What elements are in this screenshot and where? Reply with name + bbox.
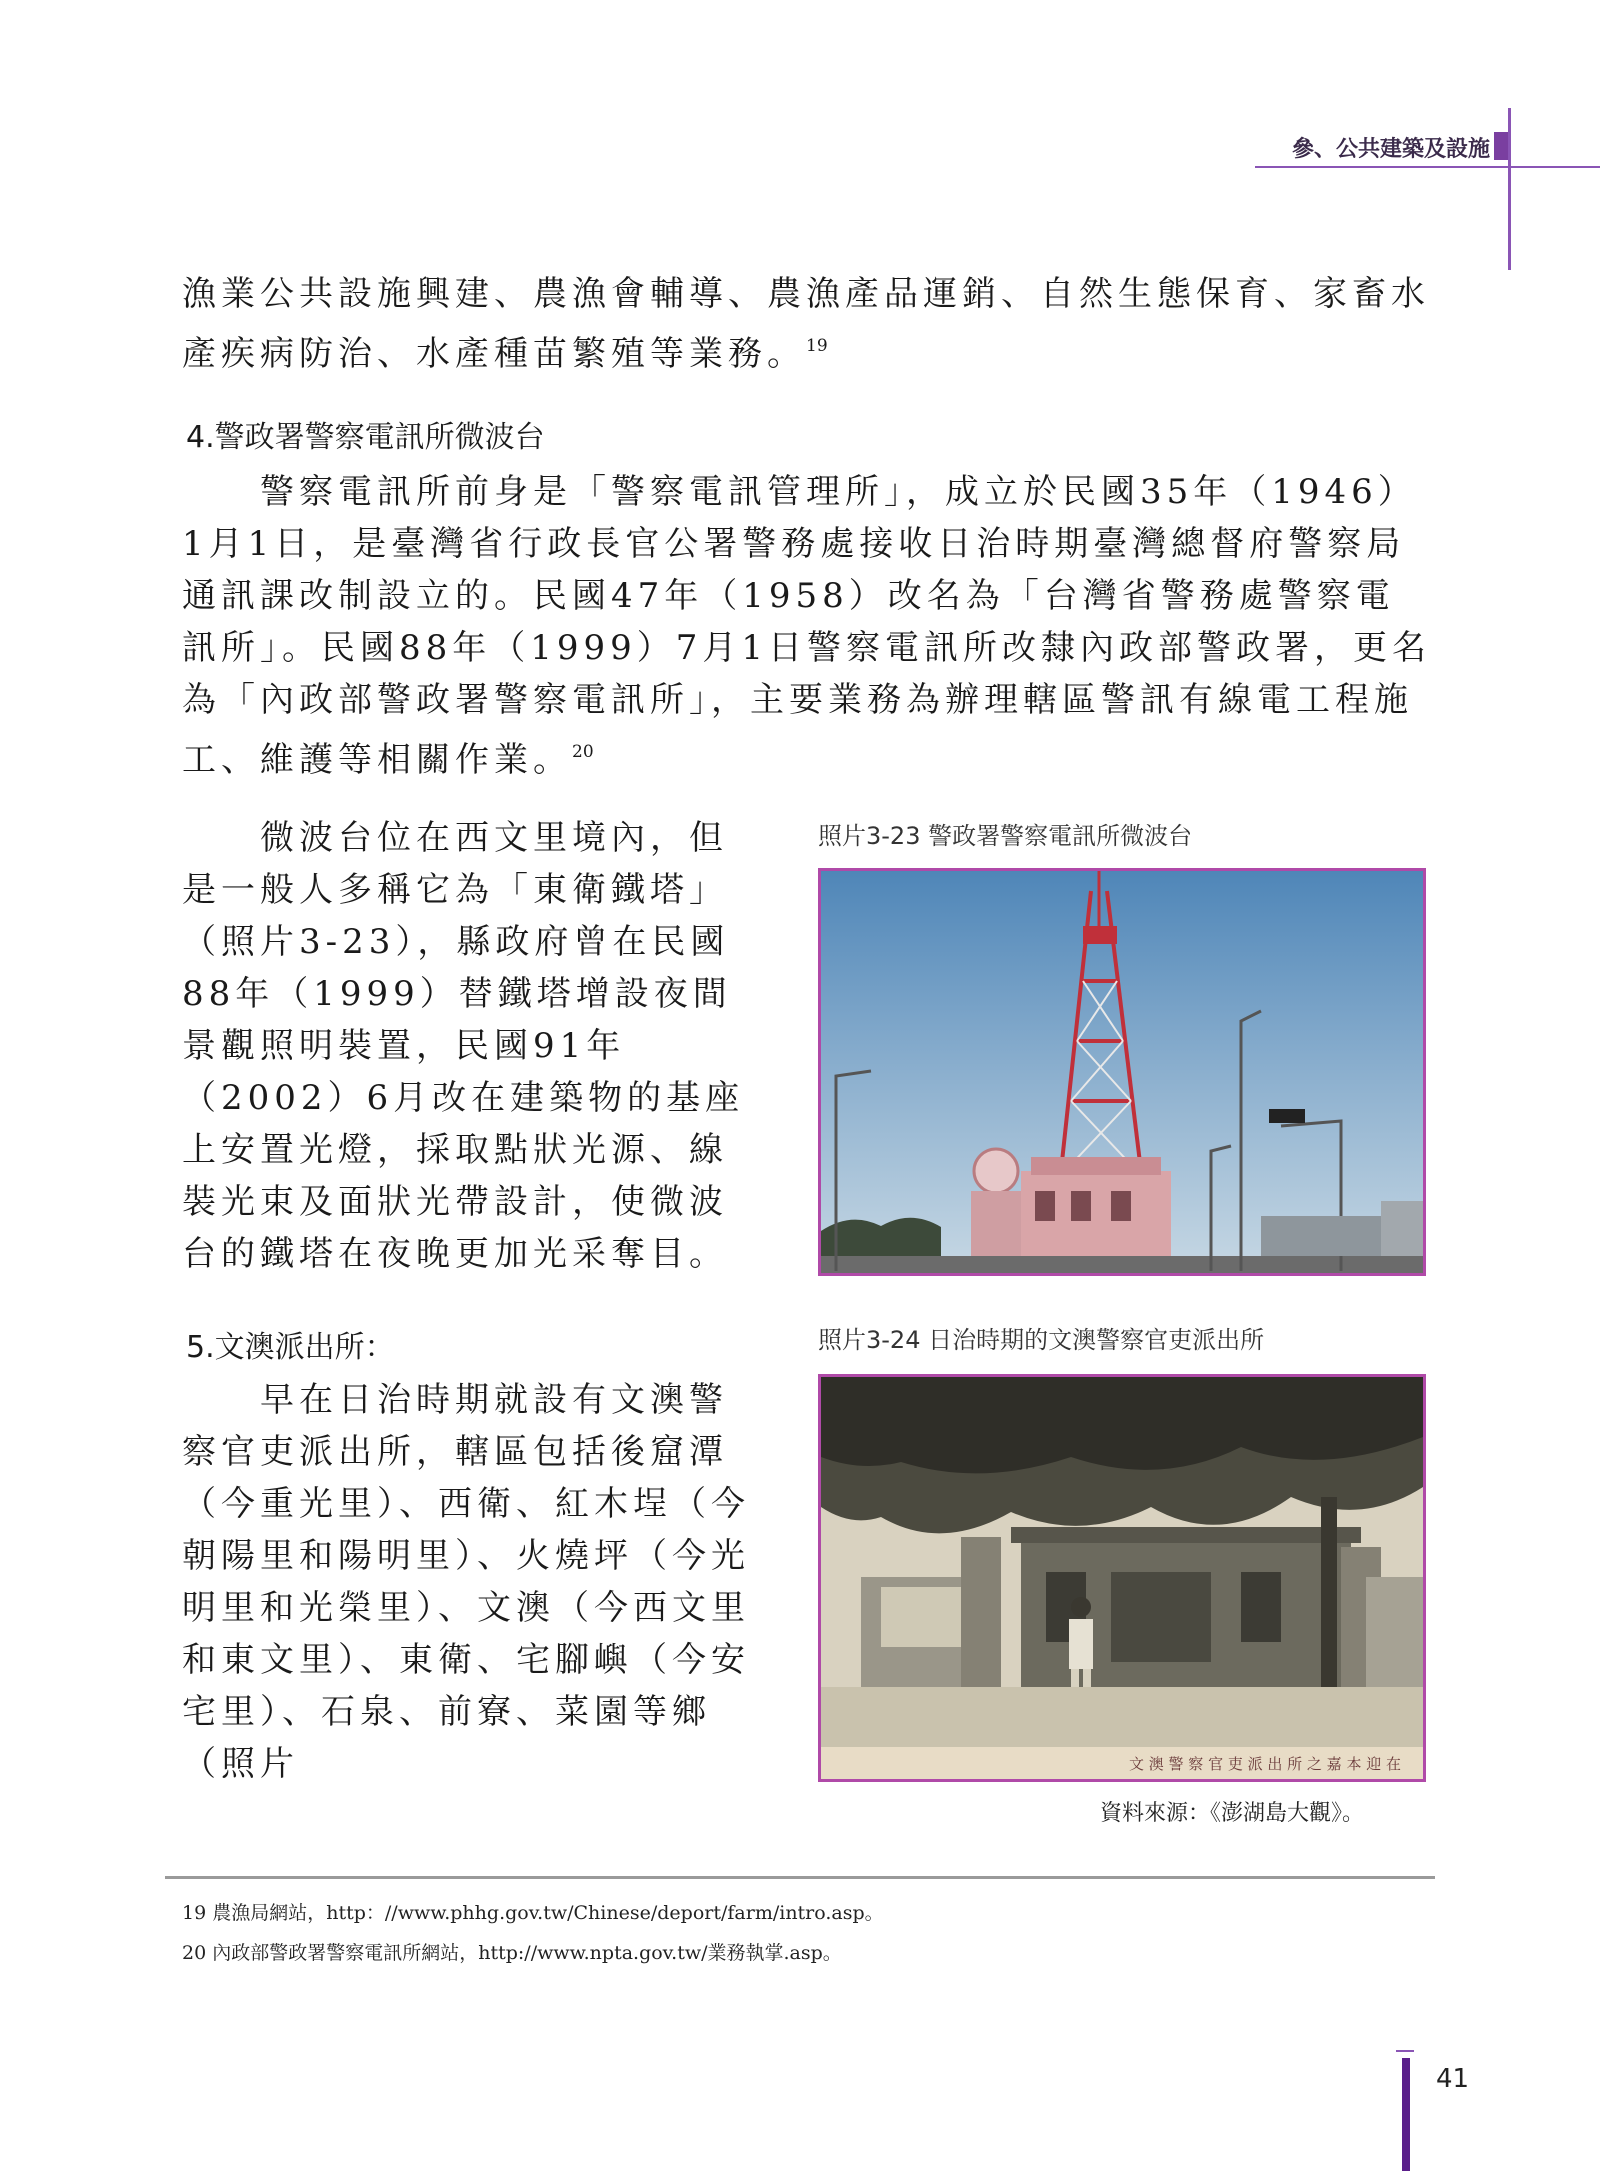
photo-microwave-tower (818, 868, 1426, 1276)
photo-police-station (818, 1374, 1426, 1782)
page-number-rule (1396, 2050, 1414, 2052)
header-vertical-rule (1508, 108, 1511, 270)
photo-caption-3-24: 照片3-24 日治時期的文澳警察官吏派出所 (818, 1326, 1265, 1354)
section5-text: 早在日治時期就設有文澳警察官吏派出所，轄區包括後窟潭（今重光里）、西衛、紅木埕（今朝陽里和陽明里）、火燒坪（今光明里和光榮里）、文澳（今西文里和東文里）、東衛、宅腳嶼（今安宅里）、石泉、前寮、菜園等鄉（照片 (182, 1380, 750, 1784)
microwave-text: 微波台位在西文里境內，但是一般人多稱它為「東衛鐵塔」（照片3-23），縣政府曾在民國88年（1999）替鐵塔增設夜間景觀照明裝置，民國91年（2002）6月改在建築物的基座上安置光燈，採取點狀光源、線裝光束及面狀光帶設計，使微波台的鐵塔在夜晚更加光采奪目。 (182, 818, 745, 1274)
header-rule (1255, 166, 1600, 168)
section-heading-5: 5.文澳派出所： (186, 1330, 395, 1365)
footnote-rule (165, 1876, 1435, 1879)
photo-caption-3-23: 照片3-23 警政署警察電訊所微波台 (818, 822, 1193, 850)
header-marker (1494, 132, 1508, 160)
section4-text: 警察電訊所前身是「警察電訊管理所」，成立於民國35年（1946）1月1日，是臺灣省行政長官公署警務處接收日治時期臺灣總督府警察局通訊課改制設立的。民國47年（1958）改名為「台灣省警務處警察電訊所」。民國88年（1999）7月1日警察電訊所改隸內政部警政署，更名為「內政部警政署警察電訊所」，主要業務為辦理轄區警訊有線電工程施工、維護等相關作業。 (182, 472, 1432, 780)
page-number-bar (1402, 2058, 1410, 2171)
section-heading-4: 4.警政署警察電訊所微波台 (186, 420, 545, 455)
section4-paragraph (182, 466, 1432, 786)
intro-text: 漁業公共設施興建、農漁會輔導、農漁產品運銷、自然生態保育、家畜水產疾病防治、水產種苗繁殖等業務。 (182, 274, 1430, 374)
running-header: 參、公共建築及設施 (1291, 137, 1490, 162)
microwave-paragraph (182, 812, 762, 1280)
page-number: 41 (1436, 2064, 1470, 2094)
photo-source: 資料來源：《澎湖島大觀》。 (1100, 1801, 1365, 1826)
footnote-ref-19: 19 (806, 336, 828, 356)
photo-inscription: 文 澳 警 察 官 吏 派 出 所 之 嘉 本 迎 在 (1129, 1755, 1401, 1773)
footnote-20: 20 內政部警政署警察電訊所網站，http://www.npta.gov.tw/業務執掌.asp。 (182, 1942, 842, 1964)
footnote-19: 19 農漁局網站，http：//www.phhg.gov.tw/Chinese/deport/farm/intro.asp。 (182, 1902, 884, 1924)
intro-paragraph (182, 268, 1432, 380)
section5-paragraph (182, 1374, 762, 1790)
footnote-ref-20: 20 (572, 742, 594, 762)
